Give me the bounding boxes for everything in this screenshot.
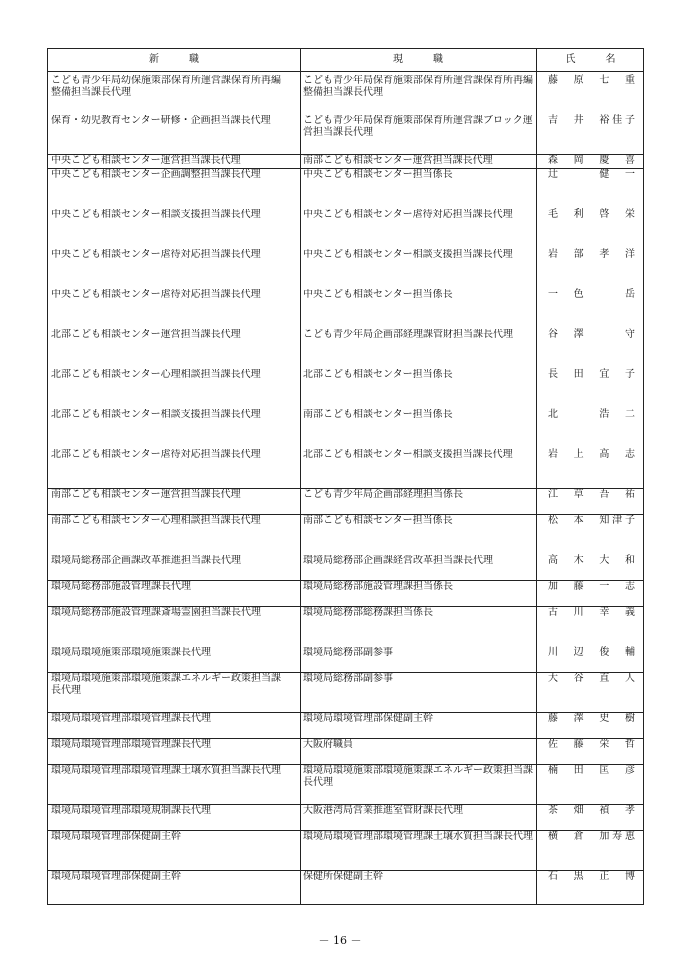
table-cell-new-post: 環境局環境管理部保健副主幹 <box>51 831 181 842</box>
table-cell-new-post: 北部こども相談センター心理相談担当課長代理 <box>51 369 261 380</box>
table-cell-new-post: 環境局環境施策部環境施策課エネルギー政策担当課長代理 <box>51 673 281 696</box>
table-cell-name: 高 木 大 和 <box>548 555 635 566</box>
row-divider <box>48 712 643 713</box>
table-cell-name: 佐 藤 栄 哲 <box>548 739 635 750</box>
page-number: － 16 － <box>318 934 362 947</box>
table-cell-name: 岩 部 孝 洋 <box>548 249 635 260</box>
row-divider <box>48 580 643 581</box>
table-cell-current-post: 南部こども相談センター担当係長 <box>303 515 453 526</box>
table-cell-name: 一 色 岳 <box>548 289 635 300</box>
table-cell-name: 川 辺 俊 輔 <box>548 647 635 658</box>
table-cell-new-post: 南部こども相談センター心理相談担当課長代理 <box>51 515 261 526</box>
table-cell-current-post: 南部こども相談センター運営担当課長代理 <box>303 155 493 166</box>
table-cell-current-post: 大阪府職員 <box>303 739 353 750</box>
table-cell-current-post: 環境局総務部総務課担当係長 <box>303 607 433 618</box>
table-cell-name: 北 浩 二 <box>548 409 635 420</box>
table-cell-current-post: 中央こども相談センター相談支援担当課長代理 <box>303 249 513 260</box>
table-cell-name: 岩 上 高 志 <box>548 449 635 460</box>
table-cell-current-post: 南部こども相談センター担当係長 <box>303 409 453 420</box>
table-cell-current-post: 環境局総務部副参事 <box>303 673 393 684</box>
table-cell-new-post: 環境局環境管理部環境管理課土壌水質担当課長代理 <box>51 765 281 776</box>
table-cell-new-post: 保育・幼児教育センター研修・企画担当課長代理 <box>51 115 271 126</box>
table-cell-new-post: 環境局環境管理部環境管理課長代理 <box>51 713 211 724</box>
row-divider <box>48 870 643 871</box>
header-name: 氏 名 <box>565 54 616 65</box>
table-cell-new-post: 環境局環境管理部環境規制課長代理 <box>51 805 211 816</box>
table-cell-current-post: 中央こども相談センター虐待対応担当課長代理 <box>303 209 513 220</box>
table-cell-new-post: 環境局環境施策部環境施策課長代理 <box>51 647 211 658</box>
personnel-table <box>47 48 644 905</box>
table-cell-current-post: 北部こども相談センター担当係長 <box>303 369 453 380</box>
table-cell-current-post: こども青少年局企画部経理担当係長 <box>303 489 463 500</box>
table-cell-new-post: 環境局環境管理部保健副主幹 <box>51 871 181 882</box>
column-divider <box>536 49 537 904</box>
table-cell-current-post: 環境局総務部企画課経営改革担当課長代理 <box>303 555 493 566</box>
header-new-post: 新 職 <box>149 54 199 65</box>
row-divider <box>48 488 643 489</box>
table-cell-new-post: 環境局総務部企画課改革推進担当課長代理 <box>51 555 241 566</box>
table-cell-new-post: 環境局環境管理部環境管理課長代理 <box>51 739 211 750</box>
table-cell-name: 横 倉 加寿恵 <box>548 831 635 842</box>
row-divider <box>48 738 643 739</box>
table-cell-current-post: こども青少年局保育施策部保育所運営課ブロック運営担当課長代理 <box>303 115 533 138</box>
table-cell-name: 毛 利 啓 栄 <box>548 209 635 220</box>
table-cell-name: 森 岡 慶 喜 <box>548 155 635 166</box>
header-divider <box>48 71 643 72</box>
table-cell-name: 藤 澤 史 樹 <box>548 713 635 724</box>
table-cell-name: 楠 田 匡 彦 <box>548 765 635 776</box>
table-cell-name: 辻 健 一 <box>548 169 635 180</box>
table-cell-name: 吉 井 裕佳子 <box>548 115 635 126</box>
table-cell-new-post: 中央こども相談センター虐待対応担当課長代理 <box>51 289 261 300</box>
table-cell-name: 石 黒 正 博 <box>548 871 635 882</box>
table-cell-new-post: 中央こども相談センター虐待対応担当課長代理 <box>51 249 261 260</box>
table-cell-current-post: こども青少年局保育施策部保育所運営課保育所再編整備担当課長代理 <box>303 75 533 98</box>
table-cell-new-post: 南部こども相談センター運営担当課長代理 <box>51 489 241 500</box>
table-cell-new-post: 環境局総務部施設管理課斎場霊園担当課長代理 <box>51 607 261 618</box>
table-cell-current-post: 大阪港湾局営業推進室管財課長代理 <box>303 805 463 816</box>
table-cell-current-post: 北部こども相談センター相談支援担当課長代理 <box>303 449 513 460</box>
row-divider <box>48 764 643 765</box>
table-cell-current-post: 中央こども相談センター担当係長 <box>303 289 453 300</box>
table-cell-name: 江 草 吾 祐 <box>548 489 635 500</box>
table-cell-name: 藤 原 七 重 <box>548 75 635 86</box>
table-cell-name: 古 川 幸 義 <box>548 607 635 618</box>
table-cell-new-post: 北部こども相談センター虐待対応担当課長代理 <box>51 449 261 460</box>
table-cell-name: 谷 澤 守 <box>548 329 635 340</box>
table-cell-new-post: 中央こども相談センター相談支援担当課長代理 <box>51 209 261 220</box>
table-cell-new-post: 北部こども相談センター運営担当課長代理 <box>51 329 241 340</box>
table-cell-new-post: 中央こども相談センター運営担当課長代理 <box>51 155 241 166</box>
column-divider <box>300 49 301 904</box>
row-divider <box>48 804 643 805</box>
table-cell-current-post: 保健所保健副主幹 <box>303 871 383 882</box>
table-cell-current-post: 環境局総務部施設管理課担当係長 <box>303 581 453 592</box>
table-cell-current-post: 中央こども相談センター担当係長 <box>303 169 453 180</box>
row-divider <box>48 168 643 169</box>
table-cell-name: 松 本 知津子 <box>548 515 635 526</box>
table-cell-name: 茶 畑 禎 孝 <box>548 805 635 816</box>
table-cell-current-post: こども青少年局企画部経理課管財担当課長代理 <box>303 329 513 340</box>
table-cell-current-post: 環境局総務部副参事 <box>303 647 393 658</box>
table-cell-current-post: 環境局環境管理部環境管理課土壌水質担当課長代理 <box>303 831 533 842</box>
row-divider <box>48 672 643 673</box>
row-divider <box>48 830 643 831</box>
row-divider <box>48 154 643 155</box>
table-cell-current-post: 環境局環境管理部保健副主幹 <box>303 713 433 724</box>
table-cell-name: 加 藤 一 志 <box>548 581 635 592</box>
table-cell-new-post: こども青少年局幼保施策部保育所運営課保育所再編整備担当課長代理 <box>51 75 281 98</box>
row-divider <box>48 606 643 607</box>
row-divider <box>48 514 643 515</box>
table-cell-new-post: 中央こども相談センター企画調整担当課長代理 <box>51 169 261 180</box>
table-cell-current-post: 環境局環境施策部環境施策課エネルギー政策担当課長代理 <box>303 765 533 788</box>
table-cell-name: 大 谷 直 人 <box>548 673 635 684</box>
table-cell-new-post: 北部こども相談センター相談支援担当課長代理 <box>51 409 261 420</box>
table-cell-name: 長 田 宜 子 <box>548 369 635 380</box>
header-current-post: 現 職 <box>393 54 443 65</box>
table-cell-new-post: 環境局総務部施設管理課長代理 <box>51 581 191 592</box>
